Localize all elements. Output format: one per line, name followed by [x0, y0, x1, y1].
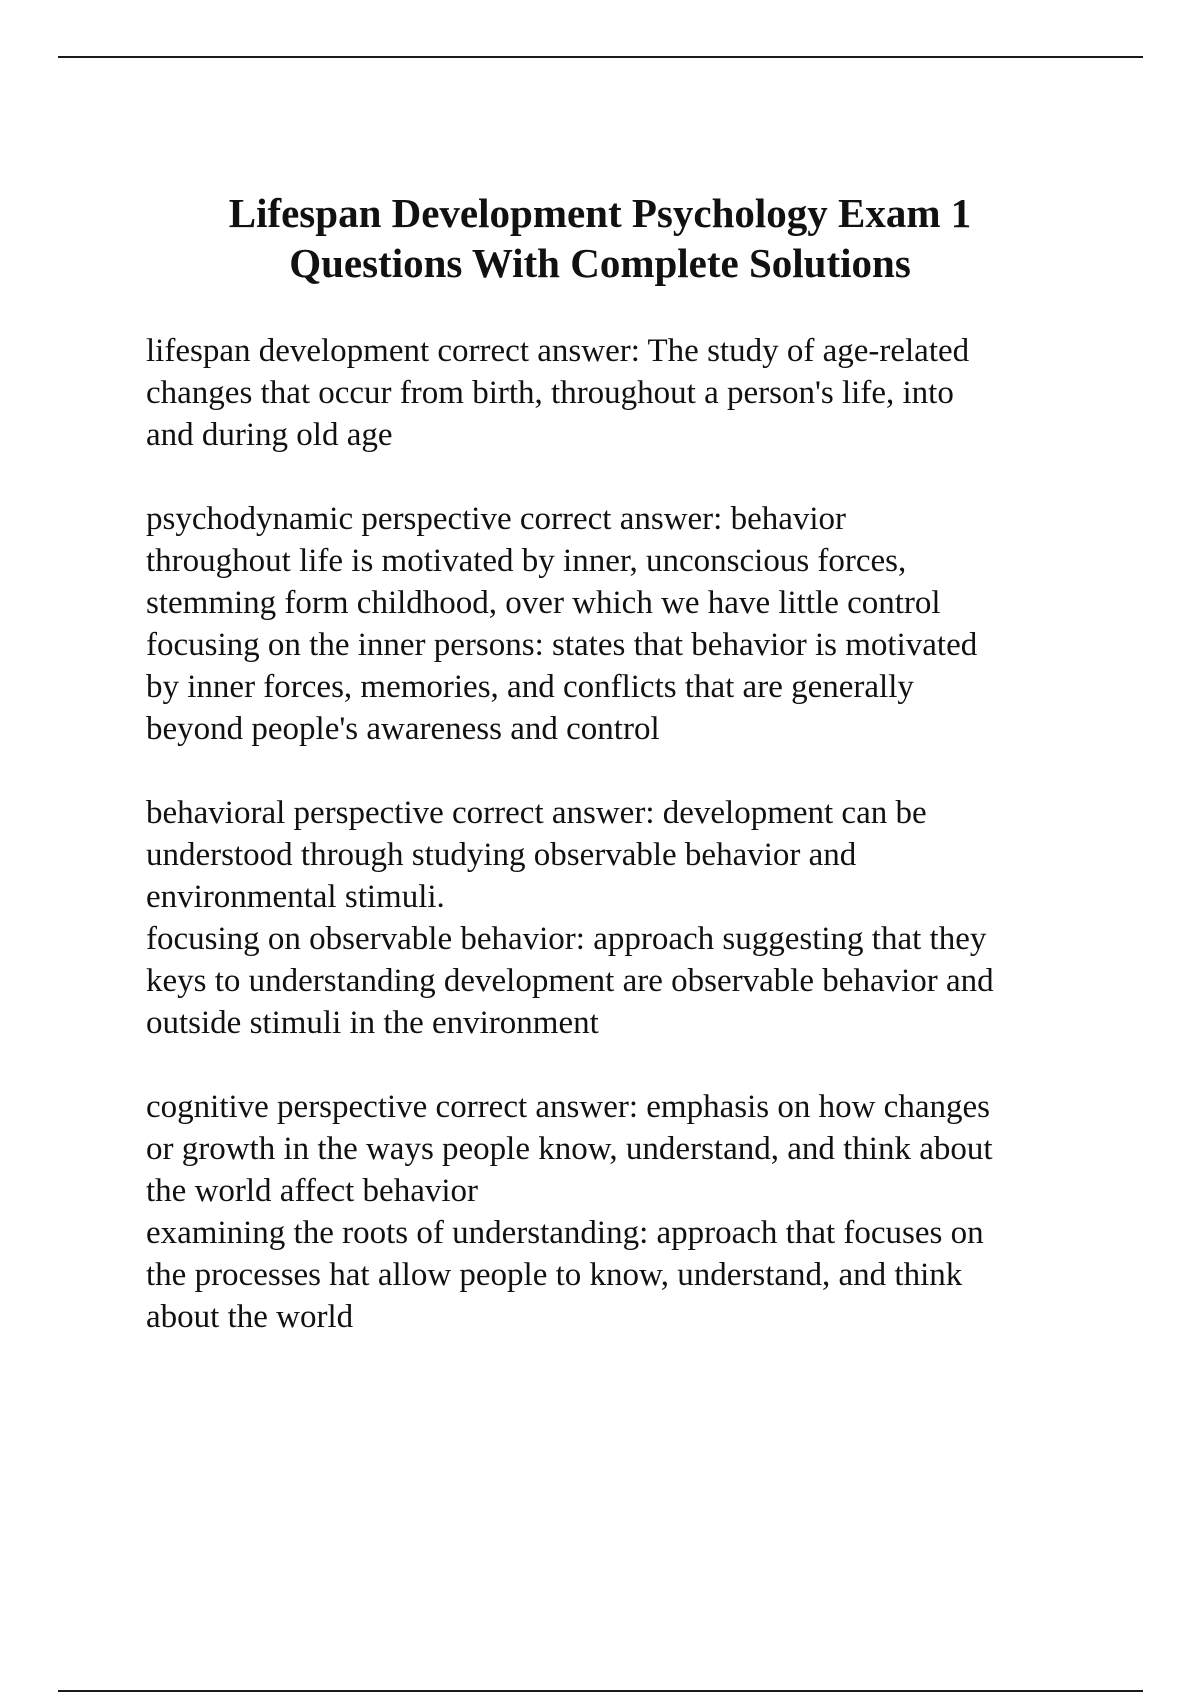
entry-lifespan-development	[146, 330, 1146, 456]
entry-line: the world affect behavior	[146, 1173, 478, 1209]
entry-line: examining the roots of understanding: approach that focuses on	[146, 1215, 984, 1251]
entry-line: stemming form childhood, over which we have little control	[146, 585, 941, 621]
entry-line: focusing on the inner persons: states that behavior is motivated	[146, 627, 978, 663]
document-body	[146, 330, 1146, 1380]
entry-line: the processes hat allow people to know, understand, and think	[146, 1257, 963, 1293]
entry-line: understood through studying observable behavior and	[146, 837, 857, 873]
entry-line: beyond people's awareness and control	[146, 711, 660, 747]
top-rule	[58, 56, 1143, 58]
entry-line: outside stimuli in the environment	[146, 1005, 599, 1041]
entry-line: or growth in the ways people know, understand, and think about	[146, 1131, 993, 1167]
entry-line: lifespan development correct answer: The study of age-related	[146, 333, 970, 369]
document-title	[0, 188, 1200, 288]
entry-line: about the world	[146, 1299, 354, 1335]
title-line-2: Questions With Complete Solutions	[289, 240, 911, 286]
bottom-rule	[58, 1690, 1143, 1692]
title-line-1: Lifespan Development Psychology Exam 1	[228, 190, 972, 236]
entry-line: keys to understanding development are observable behavior and	[146, 963, 994, 999]
entry-line: environmental stimuli.	[146, 879, 445, 915]
entry-psychodynamic-perspective	[146, 498, 1146, 750]
entry-line: by inner forces, memories, and conflicts that are generally	[146, 669, 914, 705]
entry-cognitive-perspective	[146, 1086, 1146, 1338]
entry-line: focusing on observable behavior: approach suggesting that they	[146, 921, 987, 957]
entry-line: changes that occur from birth, throughout a person's life, into	[146, 375, 954, 411]
entry-line: and during old age	[146, 417, 393, 453]
entry-line: behavioral perspective correct answer: development can be	[146, 795, 927, 831]
entry-line: cognitive perspective correct answer: emphasis on how changes	[146, 1089, 990, 1125]
entry-line: throughout life is motivated by inner, unconscious forces,	[146, 543, 907, 579]
entry-line: psychodynamic perspective correct answer: behavior	[146, 501, 847, 537]
entry-behavioral-perspective	[146, 792, 1146, 1044]
